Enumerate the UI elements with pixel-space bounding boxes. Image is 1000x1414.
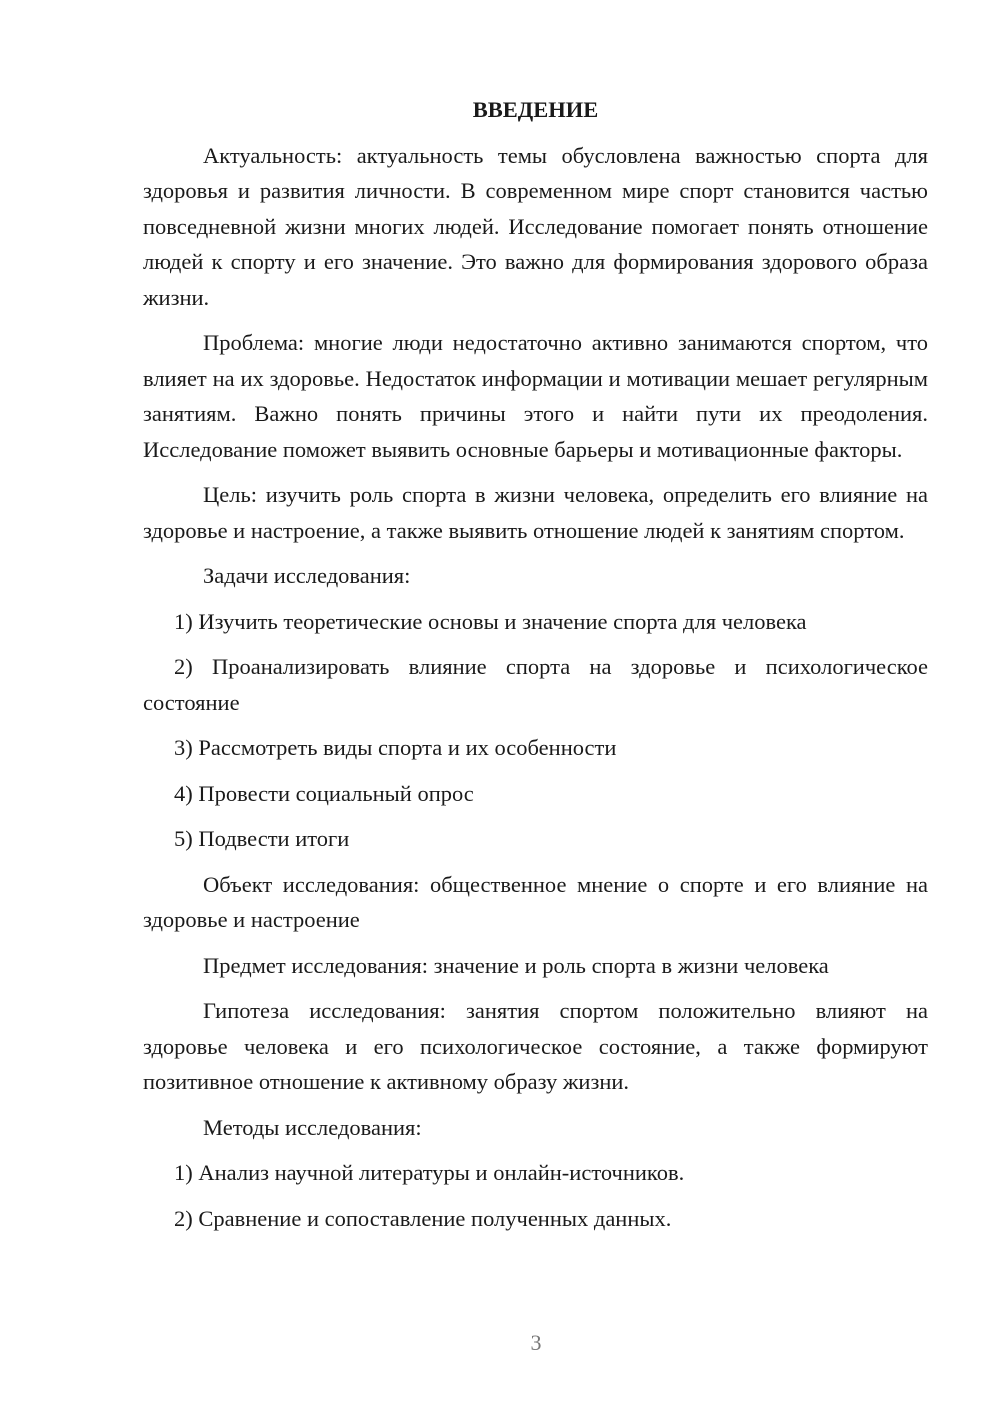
task-item-5: 5) Подвести итоги xyxy=(174,826,350,851)
task-item-2: 2) Проанализировать влияние спорта на здоровье и психологическое состояние xyxy=(143,654,928,715)
object-paragraph: Объект исследования: общественное мнение о спорте и его влияние на здоровье и настроение xyxy=(143,871,928,932)
goal-paragraph: Цель: изучить роль спорта в жизни человека, определить его влияние на здоровье и настроение, а также выявить отношение людей к занятиям спортом. xyxy=(143,482,928,543)
document-page xyxy=(143,92,928,1246)
problem-paragraph: Проблема: многие люди недостаточно активно занимаются спортом, что влияет на их здоровье. Недостаток информации и мотивации мешает регулярным занятиям. Важно понять причины этого и найти пути их преодоления. Исследование поможет выявить основные барьеры и мотивационные факторы. xyxy=(143,330,928,462)
subject-paragraph: Предмет исследования: значение и роль спорта в жизни человека xyxy=(203,952,829,978)
methods-heading: Методы исследования: xyxy=(203,1114,422,1140)
hypothesis-paragraph: Гипотеза исследования: занятия спортом положительно влияют на здоровье человека и его психологическое состояние, а также формируют позитивное отношение к активному образу жизни. xyxy=(143,998,928,1094)
task-item-1: 1) Изучить теоретические основы и значение спорта для человека xyxy=(174,608,807,634)
tasks-heading: Задачи исследования: xyxy=(203,563,411,588)
task-item-3: 3) Рассмотреть виды спорта и их особенности xyxy=(174,735,617,760)
task-item-4: 4) Провести социальный опрос xyxy=(174,780,474,806)
method-item-1: 1) Анализ научной литературы и онлайн-источников. xyxy=(174,1160,685,1185)
method-item-2: 2) Сравнение и сопоставление полученных данных. xyxy=(174,1205,672,1231)
relevance-paragraph: Актуальность: актуальность темы обусловлена важностью спорта для здоровья и развития личности. В современном мире спорт становится частью повседневной жизни многих людей. Исследование помогает понять отношение людей к спорту и его значение. Это важно для формирования здорового образа жизни. xyxy=(143,142,928,310)
page-number: 3 xyxy=(530,1330,542,1355)
page-title: ВВЕДЕНИЕ xyxy=(472,97,599,122)
